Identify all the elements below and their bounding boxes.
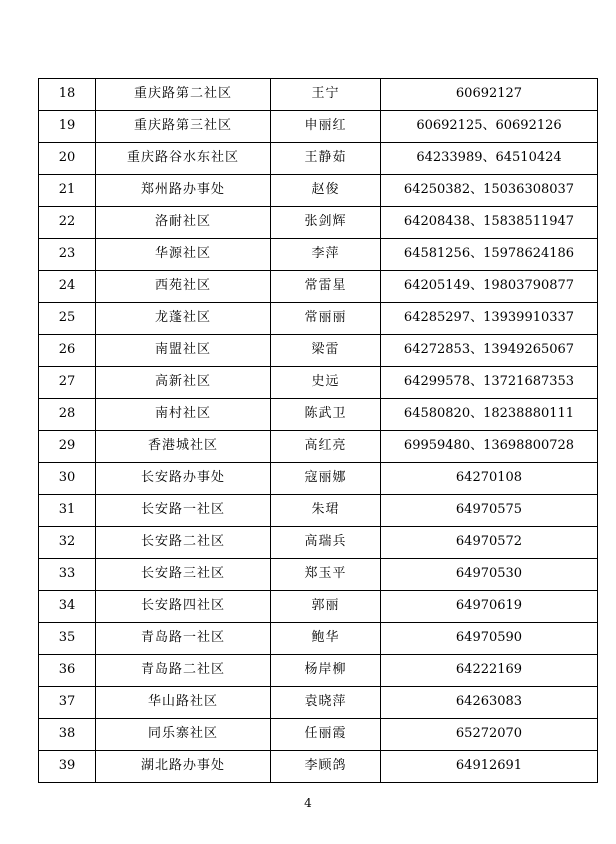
row-phone: 60692127 xyxy=(381,79,598,111)
row-community: 龙蓬社区 xyxy=(96,303,271,335)
row-community: 湖北路办事处 xyxy=(96,751,271,783)
row-contact: 申丽红 xyxy=(271,111,381,143)
table-row xyxy=(39,431,598,463)
table-row xyxy=(39,719,598,751)
row-contact: 赵俊 xyxy=(271,175,381,207)
table-row xyxy=(39,367,598,399)
row-index: 22 xyxy=(39,207,96,239)
row-index: 38 xyxy=(39,719,96,751)
row-index: 31 xyxy=(39,495,96,527)
table-row xyxy=(39,559,598,591)
table-row xyxy=(39,239,598,271)
row-phone: 64581256、15978624186 xyxy=(381,239,598,271)
table-row xyxy=(39,207,598,239)
row-phone: 64970572 xyxy=(381,527,598,559)
row-phone: 65272070 xyxy=(381,719,598,751)
table-row xyxy=(39,495,598,527)
row-contact: 朱珺 xyxy=(271,495,381,527)
table-row xyxy=(39,623,598,655)
row-phone: 64263083 xyxy=(381,687,598,719)
row-phone: 64250382、15036308037 xyxy=(381,175,598,207)
row-contact: 梁雷 xyxy=(271,335,381,367)
row-contact: 郭丽 xyxy=(271,591,381,623)
row-phone: 64299578、13721687353 xyxy=(381,367,598,399)
row-phone: 64580820、18238880111 xyxy=(381,399,598,431)
row-index: 27 xyxy=(39,367,96,399)
row-community: 青岛路二社区 xyxy=(96,655,271,687)
table-row xyxy=(39,591,598,623)
row-community: 郑州路办事处 xyxy=(96,175,271,207)
table-row xyxy=(39,751,598,783)
row-community: 南村社区 xyxy=(96,399,271,431)
row-community: 长安路一社区 xyxy=(96,495,271,527)
row-community: 西苑社区 xyxy=(96,271,271,303)
row-community: 长安路二社区 xyxy=(96,527,271,559)
row-community: 洛耐社区 xyxy=(96,207,271,239)
row-contact: 陈武卫 xyxy=(271,399,381,431)
row-phone: 64233989、64510424 xyxy=(381,143,598,175)
table-row xyxy=(39,655,598,687)
row-phone: 64205149、19803790877 xyxy=(381,271,598,303)
row-index: 29 xyxy=(39,431,96,463)
row-phone: 64208438、15838511947 xyxy=(381,207,598,239)
row-contact: 任丽霞 xyxy=(271,719,381,751)
table-row xyxy=(39,527,598,559)
contact-table xyxy=(38,78,598,783)
row-index: 25 xyxy=(39,303,96,335)
row-contact: 王宁 xyxy=(271,79,381,111)
page-number: 4 xyxy=(304,796,312,810)
row-index: 34 xyxy=(39,591,96,623)
row-contact: 史远 xyxy=(271,367,381,399)
row-phone: 64970575 xyxy=(381,495,598,527)
row-index: 28 xyxy=(39,399,96,431)
row-phone: 64222169 xyxy=(381,655,598,687)
row-phone: 64970590 xyxy=(381,623,598,655)
table-row xyxy=(39,111,598,143)
table-row xyxy=(39,687,598,719)
row-contact: 李萍 xyxy=(271,239,381,271)
row-community: 香港城社区 xyxy=(96,431,271,463)
row-index: 36 xyxy=(39,655,96,687)
row-phone: 64970530 xyxy=(381,559,598,591)
row-contact: 杨岸柳 xyxy=(271,655,381,687)
table-row xyxy=(39,463,598,495)
row-contact: 袁晓萍 xyxy=(271,687,381,719)
row-contact: 李顾鸽 xyxy=(271,751,381,783)
row-community: 重庆路第三社区 xyxy=(96,111,271,143)
row-community: 高新社区 xyxy=(96,367,271,399)
row-community: 同乐寨社区 xyxy=(96,719,271,751)
row-index: 21 xyxy=(39,175,96,207)
row-community: 华源社区 xyxy=(96,239,271,271)
row-index: 23 xyxy=(39,239,96,271)
row-phone: 64285297、13939910337 xyxy=(381,303,598,335)
table-row xyxy=(39,335,598,367)
row-contact: 王静茹 xyxy=(271,143,381,175)
row-contact: 张剑辉 xyxy=(271,207,381,239)
row-index: 24 xyxy=(39,271,96,303)
row-phone: 64272853、13949265067 xyxy=(381,335,598,367)
row-index: 32 xyxy=(39,527,96,559)
row-community: 长安路三社区 xyxy=(96,559,271,591)
row-community: 青岛路一社区 xyxy=(96,623,271,655)
row-index: 26 xyxy=(39,335,96,367)
row-contact: 高瑞兵 xyxy=(271,527,381,559)
row-contact: 鲍华 xyxy=(271,623,381,655)
row-index: 20 xyxy=(39,143,96,175)
row-community: 南盟社区 xyxy=(96,335,271,367)
table-row xyxy=(39,175,598,207)
table-body xyxy=(39,79,598,783)
row-contact: 高红亮 xyxy=(271,431,381,463)
table-row xyxy=(39,271,598,303)
row-contact: 常丽丽 xyxy=(271,303,381,335)
row-phone: 69959480、13698800728 xyxy=(381,431,598,463)
row-community: 华山路社区 xyxy=(96,687,271,719)
row-phone: 64912691 xyxy=(381,751,598,783)
row-community: 长安路四社区 xyxy=(96,591,271,623)
row-phone: 64970619 xyxy=(381,591,598,623)
row-community: 重庆路第二社区 xyxy=(96,79,271,111)
row-community: 长安路办事处 xyxy=(96,463,271,495)
row-index: 35 xyxy=(39,623,96,655)
table-row xyxy=(39,303,598,335)
row-index: 18 xyxy=(39,79,96,111)
table-row xyxy=(39,143,598,175)
table-row xyxy=(39,399,598,431)
table-row xyxy=(39,79,598,111)
row-index: 30 xyxy=(39,463,96,495)
row-phone: 60692125、60692126 xyxy=(381,111,598,143)
row-contact: 郑玉平 xyxy=(271,559,381,591)
row-index: 39 xyxy=(39,751,96,783)
row-contact: 寇丽娜 xyxy=(271,463,381,495)
row-index: 19 xyxy=(39,111,96,143)
row-index: 33 xyxy=(39,559,96,591)
row-index: 37 xyxy=(39,687,96,719)
row-phone: 64270108 xyxy=(381,463,598,495)
row-community: 重庆路谷水东社区 xyxy=(96,143,271,175)
row-contact: 常雷星 xyxy=(271,271,381,303)
